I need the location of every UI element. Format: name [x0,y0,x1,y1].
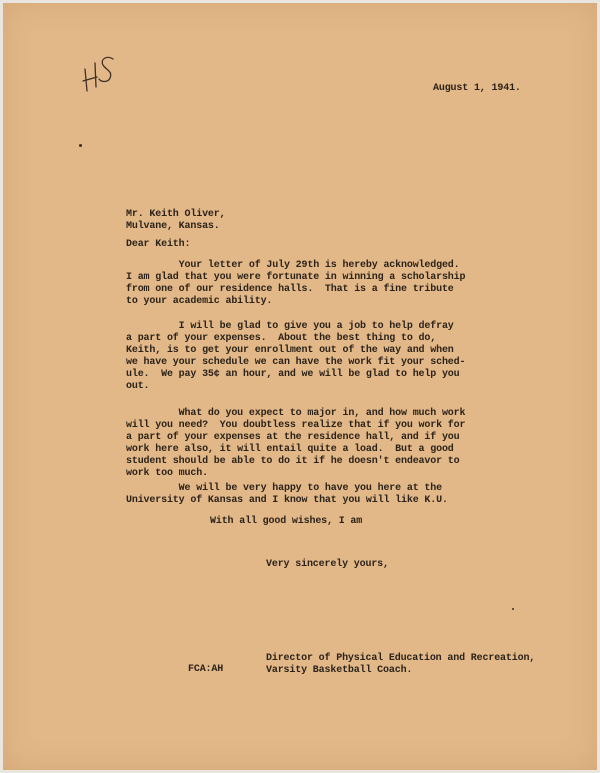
body-line: ule. We pay 35¢ an hour, and we will be glad to help you [126,369,460,380]
body-line: Keith, is to get your enrollment out of the way and when [126,345,454,356]
body-line: we have your schedule we can have the work fit your sched- [126,357,466,368]
body-line: work too much. [126,468,208,479]
body-line: a part of your expenses. About the best thing to do, [126,333,437,344]
complimentary-close: Very sincerely yours, [266,559,389,570]
body-line: University of Kansas and I know that you will like K.U. [126,495,448,506]
body-line: We will be very happy to have you here at the [126,483,442,494]
signature-title-line: Director of Physical Education and Recreation, [266,653,536,664]
paper-speck [512,608,514,610]
good-wishes: With all good wishes, I am [210,516,363,527]
reference-initials: FCA:AH [188,664,224,675]
signature-title-line: Varsity Basketball Coach. [266,665,413,676]
body-line: Your letter of July 29th is hereby acknowledged. [126,260,460,271]
body-line: a part of your expenses at the residence hall, and if you [126,432,460,443]
letter-page [3,3,597,770]
body-line: to your academic ability. [126,296,273,307]
body-line: I am glad that you were fortunate in winning a scholarship [126,272,466,283]
letter-date: August 1, 1941. [433,83,521,94]
salutation: Dear Keith: [126,239,191,250]
body-line: from one of our residence halls. That is a fine tribute [126,284,454,295]
body-line: I will be glad to give you a job to help defray [126,321,454,332]
handwritten-initials [81,53,117,95]
body-line: What do you expect to major in, and how much work [126,408,466,419]
body-line: will you need? You doubtless realize that if you work for [126,420,466,431]
recipient-name: Mr. Keith Oliver, [126,209,226,220]
recipient-location: Mulvane, Kansas. [126,221,220,232]
body-line: work here also, it will entail quite a load. But a good [126,444,454,455]
body-line: out. [126,381,150,392]
body-line: student should be able to do it if he doesn't endeavor to [126,456,460,467]
paper-speck [79,144,82,147]
